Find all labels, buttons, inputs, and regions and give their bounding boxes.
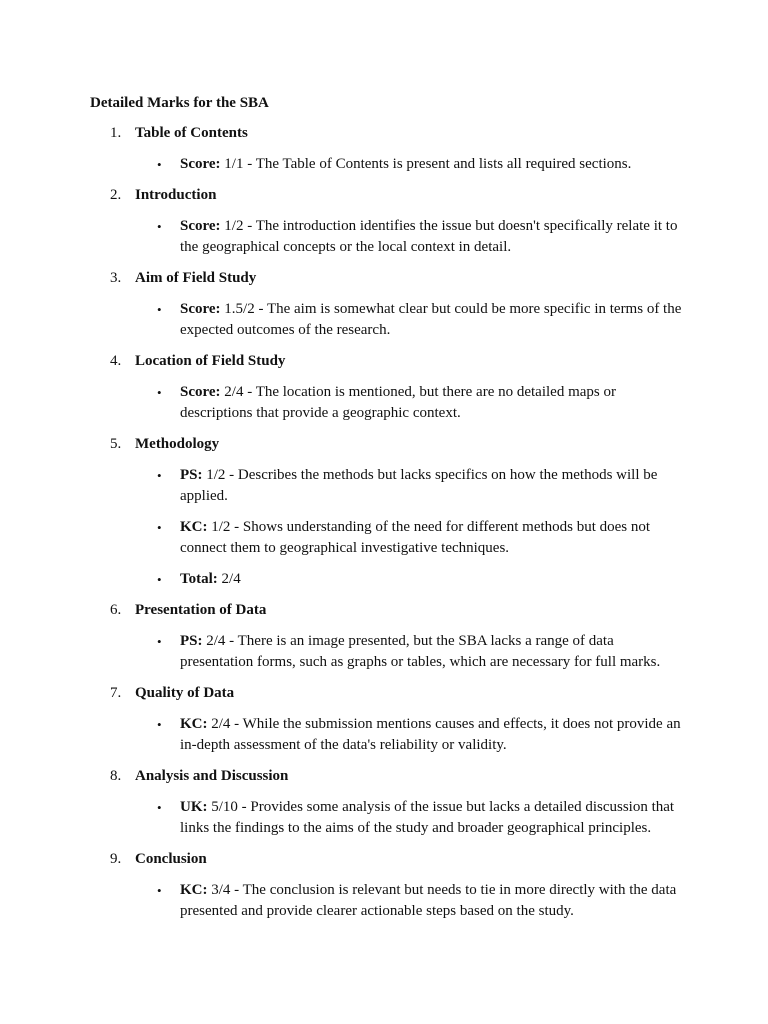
bullet-dot-icon: •: [157, 717, 162, 732]
bullet-dot-icon: •: [157, 800, 162, 815]
bullet-text: 5/10 - Provides some analysis of the issue but lacks a detailed discussion that links the findings to the aims of the study and broader geographical principles.: [180, 799, 675, 836]
section-number: 2.: [110, 187, 122, 203]
bullet-text: 2/4 - While the submission mentions causes and effects, it does not provide an in-depth assessment of the data's reliability or validity.: [180, 716, 681, 753]
bullet-label: PS:: [180, 633, 203, 649]
bullet-dot-icon: •: [157, 219, 162, 234]
bullet-item: [90, 569, 685, 590]
section-title: Quality of Data: [135, 685, 235, 701]
section-item: [90, 268, 690, 341]
section-heading: [90, 766, 690, 786]
bullet-text: 2/4 - There is an image presented, but the SBA lacks a range of data presentation forms, such as graphs or tables, which are necessary for full marks.: [180, 633, 661, 670]
bullet-list: [90, 797, 690, 839]
bullet-item: [90, 154, 685, 175]
bullet-label: Score:: [180, 384, 221, 400]
section-number: 3.: [110, 270, 122, 286]
section-number: 6.: [110, 602, 122, 618]
section-title: Conclusion: [135, 851, 207, 867]
bullet-item: [90, 299, 685, 341]
bullet-item: [90, 714, 685, 756]
bullet-list: [90, 154, 690, 175]
bullet-label: Score:: [180, 301, 221, 317]
bullet-text: 3/4 - The conclusion is relevant but needs to tie in more directly with the data presented and provide clearer actionable steps based on the study.: [180, 882, 677, 919]
section-item: [90, 849, 690, 922]
section-item: [90, 185, 690, 258]
section-number: 5.: [110, 436, 122, 452]
bullet-label: Total:: [180, 571, 218, 587]
section-list: [90, 123, 690, 922]
bullet-dot-icon: •: [157, 385, 162, 400]
section-number: 1.: [110, 125, 122, 141]
bullet-label: KC:: [180, 882, 208, 898]
section-heading: [90, 351, 690, 371]
section-number: 7.: [110, 685, 122, 701]
bullet-list: [90, 714, 690, 756]
bullet-label: UK:: [180, 799, 208, 815]
section-title: Table of Contents: [135, 125, 248, 141]
section-item: [90, 600, 690, 673]
section-item: [90, 351, 690, 424]
section-heading: [90, 268, 690, 288]
section-heading: [90, 600, 690, 620]
section-item: [90, 123, 690, 175]
section-item: [90, 434, 690, 590]
bullet-text: 1/2 - Describes the methods but lacks specifics on how the methods will be applied.: [180, 467, 658, 504]
section-heading: [90, 434, 690, 454]
section-number: 8.: [110, 768, 122, 784]
section-title: Methodology: [135, 436, 220, 452]
bullet-label: PS:: [180, 467, 203, 483]
bullet-text: 1/1 - The Table of Contents is present and lists all required sections.: [220, 156, 632, 172]
bullet-text: 2/4: [217, 571, 241, 587]
bullet-dot-icon: •: [157, 468, 162, 483]
section-heading: [90, 123, 690, 143]
bullet-label: Score:: [180, 218, 221, 234]
bullet-text: 1.5/2 - The aim is somewhat clear but could be more specific in terms of the expected outcomes of the research.: [180, 301, 682, 338]
section-title: Aim of Field Study: [135, 270, 257, 286]
bullet-item: [90, 382, 685, 424]
section-item: [90, 766, 690, 839]
section-heading: [90, 849, 690, 869]
document-body: [90, 93, 690, 932]
section-title: Presentation of Data: [135, 602, 267, 618]
section-heading: [90, 185, 690, 205]
section-number: 9.: [110, 851, 122, 867]
bullet-list: [90, 880, 690, 922]
bullet-dot-icon: •: [157, 157, 162, 172]
bullet-dot-icon: •: [157, 883, 162, 898]
section-number: 4.: [110, 353, 122, 369]
bullet-item: [90, 631, 685, 673]
bullet-text: 1/2 - The introduction identifies the issue but doesn't specifically relate it to the geographical concepts or the local context in detail.: [180, 218, 678, 255]
bullet-item: [90, 797, 685, 839]
document-title: Detailed Marks for the SBA: [90, 95, 269, 111]
bullet-dot-icon: •: [157, 302, 162, 317]
section-title: Analysis and Discussion: [135, 768, 289, 784]
bullet-label: KC:: [180, 519, 208, 535]
bullet-list: [90, 631, 690, 673]
bullet-item: [90, 216, 685, 258]
section-item: [90, 683, 690, 756]
bullet-list: [90, 299, 690, 341]
bullet-item: [90, 517, 685, 559]
bullet-text: 1/2 - Shows understanding of the need for different methods but does not connect them to geographical investigative techniques.: [180, 519, 651, 556]
bullet-dot-icon: •: [157, 572, 162, 587]
bullet-label: KC:: [180, 716, 208, 732]
bullet-label: Score:: [180, 156, 221, 172]
bullet-item: [90, 465, 685, 507]
section-heading: [90, 683, 690, 703]
bullet-list: [90, 382, 690, 424]
bullet-text: 2/4 - The location is mentioned, but there are no detailed maps or descriptions that provide a geographic context.: [180, 384, 616, 421]
bullet-list: [90, 465, 690, 590]
bullet-item: [90, 880, 685, 922]
bullet-list: [90, 216, 690, 258]
bullet-dot-icon: •: [157, 634, 162, 649]
bullet-dot-icon: •: [157, 520, 162, 535]
section-title: Location of Field Study: [135, 353, 286, 369]
section-title: Introduction: [135, 187, 217, 203]
